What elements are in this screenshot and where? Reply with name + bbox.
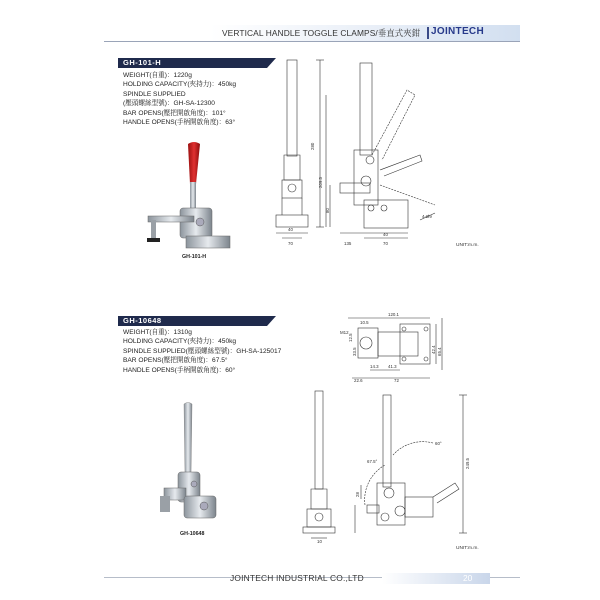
dim-70b: 70 [383, 241, 388, 246]
dim-41-3: 41.3 [388, 364, 397, 369]
page-number-bar [382, 573, 490, 584]
spec-line: WEIGHT(自重)：1310g [123, 329, 192, 336]
product-photo-1 [140, 138, 235, 258]
header-divider [427, 27, 429, 39]
dim-m12: M12 [340, 330, 349, 335]
spec-line: HOLDING CAPACITY(夾持力)：450kg [123, 338, 237, 346]
dim-40b: 40 [383, 232, 388, 237]
photo-caption-2: GH-10648 [180, 531, 205, 537]
dim-22-6: 22.6 [354, 378, 363, 383]
dim-12-5: 12.5 [348, 333, 353, 342]
spec-line: (壓頭螺絲型號)：GH-SA-12300 [123, 100, 215, 108]
dim-40: 40 [288, 227, 293, 232]
dim-80: 80 [325, 208, 330, 213]
spec-line: BAR OPENS(壓把開啟角度)：101° [123, 109, 226, 117]
dim-28: 28 [355, 492, 360, 497]
dim-209-5: 209.5 [318, 177, 323, 188]
technical-drawing-1 [260, 55, 460, 250]
spec-line: WEIGHT(自重)：1220g [123, 72, 192, 79]
page-number: 20 [463, 573, 473, 583]
spec-line: BAR OPENS(壓把開啟角度)：67.5° [123, 357, 228, 365]
page-title: VERTICAL HANDLE TOGGLE CLAMPS/垂直式夾鉗 [222, 28, 421, 38]
dim-14-3: 14.3 [370, 364, 379, 369]
product-tag-1: GH-101-H [118, 58, 267, 68]
dim-65-4: 65.4 [437, 347, 442, 356]
dim-120-1: 120.1 [388, 312, 399, 317]
unit-label-2: UNIT:m.m. [456, 546, 479, 551]
product-tag-2: GH-10648 [118, 316, 267, 326]
spec-line: HANDLE OPENS(手柄開啟角度)：63° [123, 118, 236, 126]
unit-label-1: UNIT:m.m. [456, 243, 479, 248]
header-rule [104, 41, 520, 42]
dim-holes: 4-Ø9 [422, 214, 432, 219]
spec-list-2 [123, 328, 281, 375]
spec-line: SPINDLE SUPPLIED(壓頭螺絲型號)：GH-SA-125017 [123, 347, 282, 355]
elevation-drawing-2 [285, 385, 470, 545]
dim-60-deg: 60° [435, 441, 442, 446]
dim-70: 70 [288, 241, 293, 246]
product-photo-2 [158, 400, 223, 530]
dim-67-5-deg: 67.5° [367, 459, 378, 464]
dim-72: 72 [394, 378, 399, 383]
spec-line: HOLDING CAPACITY(夾持力)：450kg [123, 81, 237, 89]
spec-line: HANDLE OPENS(手柄開啟角度)：60° [123, 366, 236, 374]
dim-33-5: 33.5 [352, 347, 357, 356]
brand-logo: JOINTECH [431, 26, 484, 37]
dim-42-4: 42.4 [431, 345, 436, 354]
dim-10-5: 10.5 [360, 320, 369, 325]
dim-280: 280 [310, 142, 315, 150]
dim-135: 135 [344, 241, 352, 246]
dim-10: 10 [317, 539, 322, 544]
photo-caption-1: GH-101-H [182, 254, 207, 260]
spec-list-1 [123, 71, 236, 127]
top-view-drawing-2 [340, 310, 450, 382]
dim-249-5: 249.5 [465, 458, 470, 469]
company-name: JOINTECH INDUSTRIAL CO.,LTD [230, 573, 364, 583]
spec-line: SPINDLE SUPPLIED [123, 90, 186, 98]
